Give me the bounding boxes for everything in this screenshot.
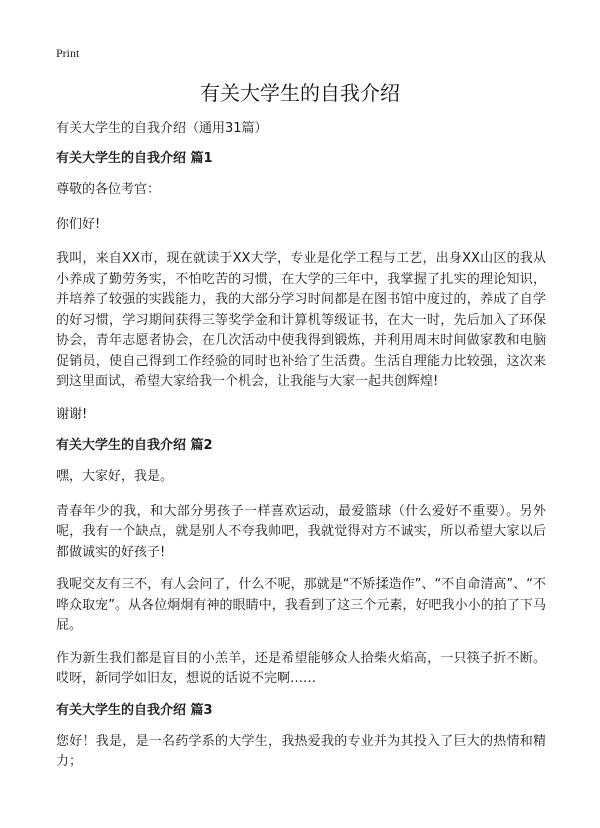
paragraph: 谢谢! <box>56 406 88 422</box>
section-heading-1: 有关大学生的自我介绍 篇1 <box>56 151 213 166</box>
paragraph: 我叫，来自XX市，现在就读于XX大学，专业是化学工程与工艺，出身XX山区的我从小养成了勤劳务实，不怕吃苦的习惯，在大学的三年中，我掌握了扎实的理论知识，并培养了较强的实践能力，我的大部分学习时间都是在图书馆中度过的，养成了自学的好习惯，学习期间获得三等奖学金和计算机等级证书，在大一时，先后加入了环保协会，青年志愿者协会，在几次活动中使我得到锻炼，并利用周末时间做家教和电脑促销员，使自己得到工作经验的同时也补给了生活费。生活自理能力比较强，这次来到这里面试，希望大家给我一个机会，让我能与大家一起共创辉煌! <box>56 251 546 389</box>
paragraph: 我呢交友有三不，有人会问了，什么不呢，那就是“不矫揉造作”、“不自命清高”、“不哗众取宠”。从各位炯炯有神的眼睛中，我看到了这三个元素，好吧我小小的拍了下马屁。 <box>56 577 546 633</box>
paragraph: 你们好! <box>56 216 101 232</box>
print-link[interactable]: Print <box>56 46 80 60</box>
paragraph: 青春年少的我，和大部分男孩子一样喜欢运动，最爱篮球（什么爱好不重要）。另外呢，我有一个缺点，就是别人不夸我帅吧，我就觉得对方不诚实，所以希望大家以后都做诚实的好孩子! <box>56 503 546 560</box>
section-heading-3: 有关大学生的自我介绍 篇3 <box>56 702 213 718</box>
paragraph: 您好！我是，是一名药学系的大学生，我热爱我的专业并为其投入了巨大的热情和精力； <box>56 733 546 769</box>
document-body <box>56 120 546 785</box>
section-heading-2: 有关大学生的自我介绍 篇2 <box>56 438 213 453</box>
paragraph: 嘿，大家好，我是。 <box>56 469 174 484</box>
paragraph: 作为新生我们都是盲目的小羔羊，还是希望能够众人拾柴火焰高，一只筷子折不断。哎呀，新同学如旧友，想说的话说不完啊…… <box>56 650 546 686</box>
paragraph: 尊敬的各位考官： <box>56 182 161 197</box>
document-subtitle: 有关大学生的自我介绍（通用31篇） <box>56 121 268 136</box>
document-title: 有关大学生的自我介绍 <box>200 81 400 105</box>
